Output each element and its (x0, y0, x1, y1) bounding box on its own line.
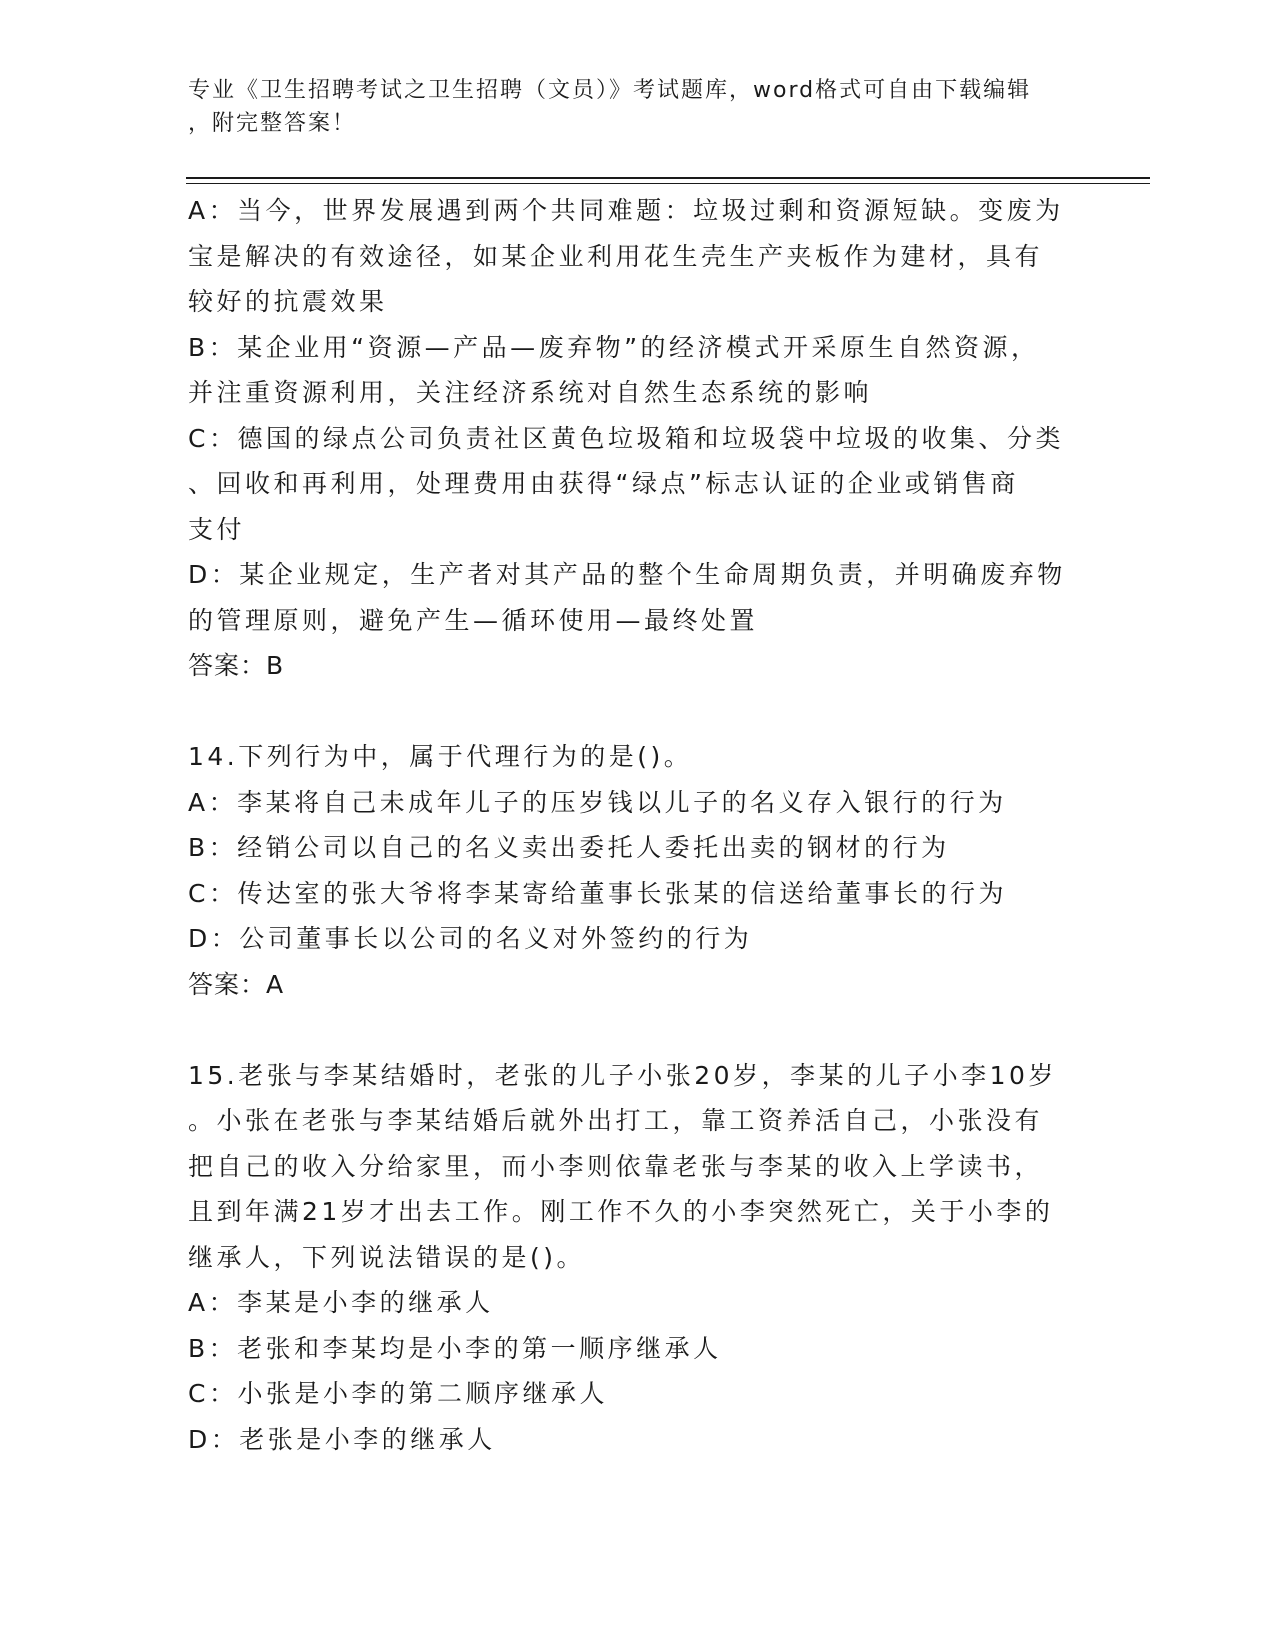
option-c: C：小张是小李的第二顺序继承人 (188, 1379, 608, 1408)
option-a: A：李某将自己未成年儿子的压岁钱以儿子的名义存入银行的行为 (188, 787, 1007, 817)
question-text-line-4: 且到年满21岁才出去工作。刚工作不久的小李突然死亡，关于小李的 (188, 1197, 1054, 1226)
header-rule-thick (186, 177, 1150, 179)
answer: 答案：A (188, 969, 285, 999)
option-a-line-1: A：当今，世界发展遇到两个共同难题：垃圾过剩和资源短缺。变废为 (188, 196, 1064, 225)
question-text: 14.下列行为中，属于代理行为的是()。 (188, 742, 693, 771)
option-d: D：公司董事长以公司的名义对外签约的行为 (188, 924, 753, 953)
spacer (188, 1007, 1078, 1053)
option-d-line-2: 的管理原则，避免产生—循环使用—最终处置 (188, 605, 759, 635)
option-b-line-1: B：某企业用“资源—产品—废弃物”的经济模式开采原生自然资源， (188, 332, 1040, 362)
header-line-1: 专业《卫生招聘考试之卫生招聘（文员）》考试题库，word格式可自由下载编辑 (188, 78, 1032, 103)
question-15 (188, 1053, 1078, 1463)
question-14 (188, 734, 1078, 1007)
header-line-2: ，附完整答案！ (188, 111, 357, 136)
question-text-line-3: 把自己的收入分给家里，而小李则依靠老张与李某的收入上学读书， (188, 1151, 1044, 1181)
option-c-line-1: C：德国的绿点公司负责社区黄色垃圾箱和垃圾袋中垃圾的收集、分类 (188, 423, 1064, 453)
question-text-line-2: 。小张在老张与李某结婚后就外出打工，靠工资养活自己，小张没有 (188, 1106, 1044, 1135)
option-a: A：李某是小李的继承人 (188, 1288, 494, 1317)
question-13-options (188, 188, 1078, 689)
question-text-line-1: 15.老张与李某结婚时，老张的儿子小张20岁，李某的儿子小李10岁 (188, 1060, 1057, 1090)
option-b-line-2: 并注重资源利用，关注经济系统对自然生态系统的影响 (188, 378, 873, 407)
option-c: C：传达室的张大爷将李某寄给董事长张某的信送给董事长的行为 (188, 878, 1007, 908)
question-text-line-5: 继承人，下列说法错误的是()。 (188, 1242, 586, 1272)
option-b: B：老张和李某均是小李的第一顺序继承人 (188, 1333, 722, 1363)
option-b: B：经销公司以自己的名义卖出委托人委托出卖的钢材的行为 (188, 833, 950, 862)
document-header (188, 74, 1068, 140)
answer: 答案：B (188, 651, 285, 680)
option-d-line-1: D：某企业规定，生产者对其产品的整个生命周期负责，并明确废弃物 (188, 560, 1066, 589)
document-body (188, 188, 1078, 1462)
option-c-line-3: 支付 (188, 514, 246, 544)
option-c-line-2: 、回收和再利用，处理费用由获得“绿点”标志认证的企业或销售商 (188, 469, 1019, 498)
option-a-line-2: 宝是解决的有效途径，如某企业利用花生壳生产夹板作为建材，具有 (188, 241, 1044, 271)
header-rule-thin (186, 183, 1150, 184)
spacer (188, 689, 1078, 735)
option-d: D：老张是小李的继承人 (188, 1424, 496, 1454)
option-a-line-3: 较好的抗震效果 (188, 287, 388, 316)
